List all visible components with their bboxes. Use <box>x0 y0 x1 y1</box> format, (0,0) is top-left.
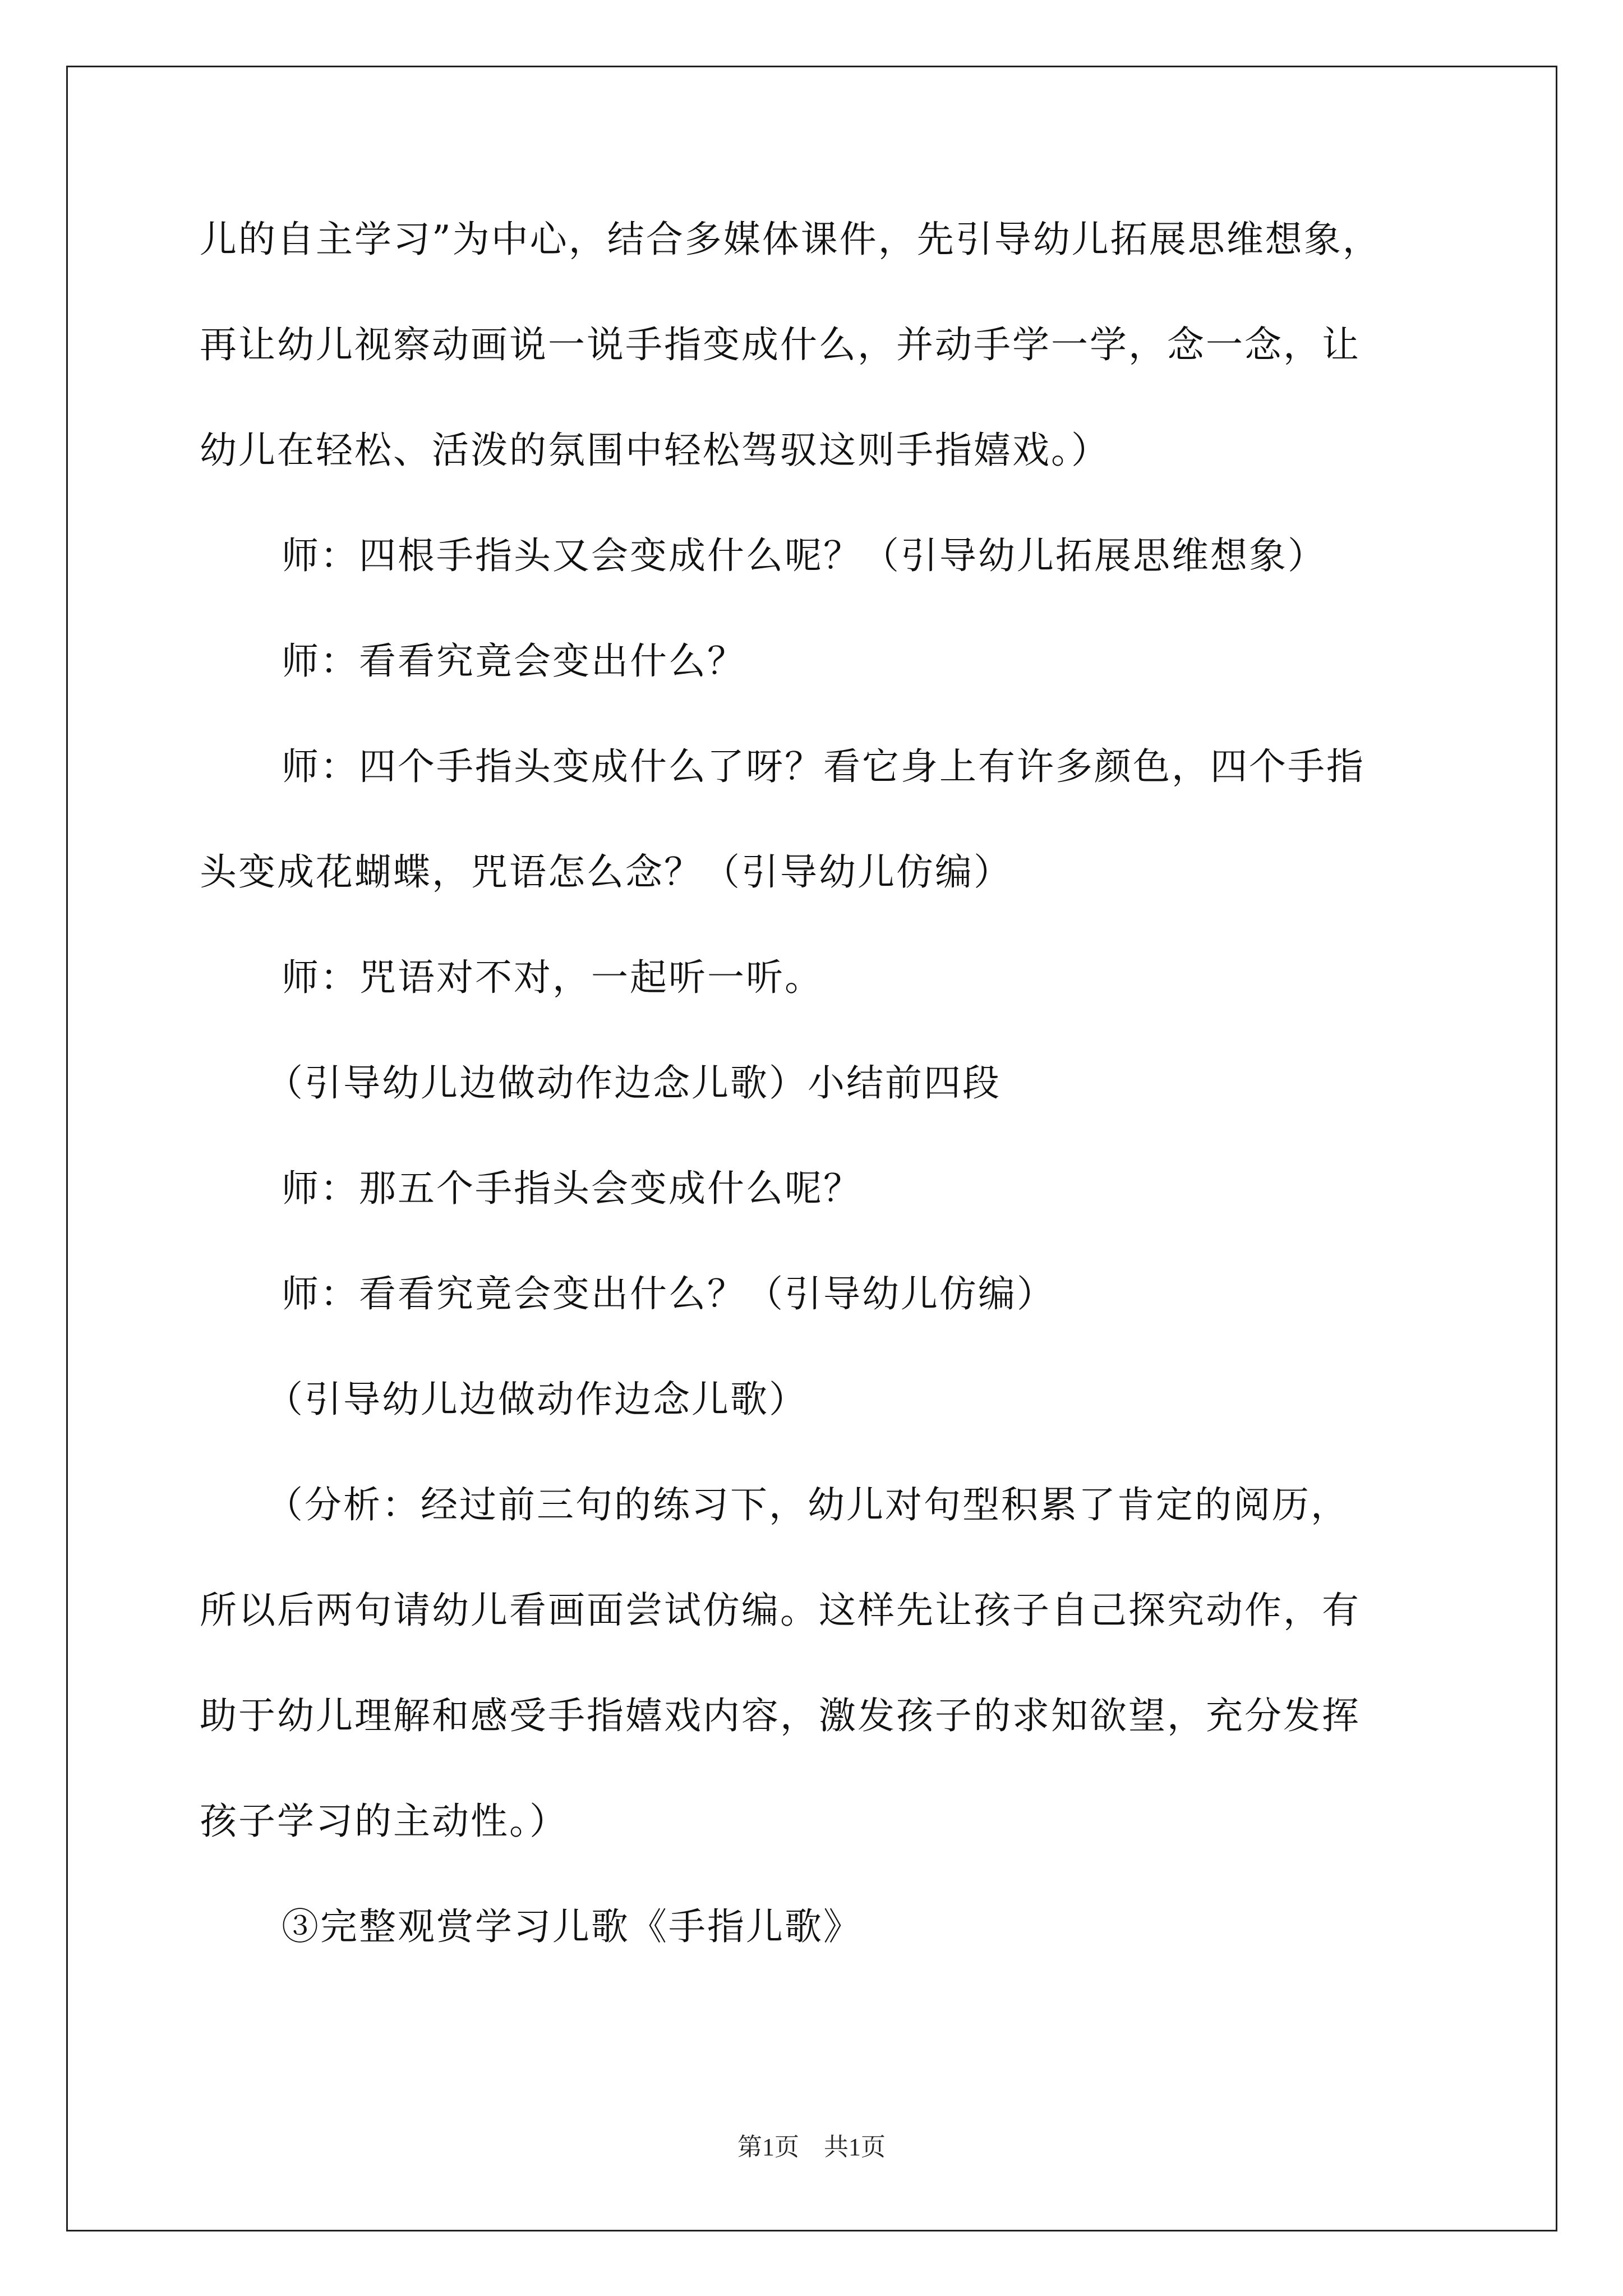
paragraph-line: （分析：经过前三句的练习下，幼儿对句型积累了肯定的阅历， <box>266 1483 1349 1526</box>
paragraph-line: （引导幼儿边做动作边念儿歌） <box>266 1378 808 1421</box>
paragraph-line: 幼儿在轻松、活泼的氛围中轻松驾驭这则手指嬉戏。） <box>200 429 1110 472</box>
page-number: 第1页 共1页 <box>737 2133 886 2161</box>
paragraph-line: 儿的自主学习”为中心，结合多媒体课件，先引导幼儿拓展思维想象， <box>200 218 1381 261</box>
paragraph-line: 师：四根手指头又会变成什么呢？（引导幼儿拓展思维想象） <box>282 534 1326 577</box>
paragraph-line: 所以后两句请幼儿看画面尝试仿编。这样先让孩子自己探究动作，有 <box>200 1589 1361 1632</box>
paragraph-line: 师：看看究竟会变出什么？（引导幼儿仿编） <box>282 1272 1055 1315</box>
paragraph-line: ③完整观赏学习儿歌《手指儿歌》 <box>282 1905 862 1948</box>
paragraph-line: （引导幼儿边做动作边念儿歌）小结前四段 <box>266 1061 1001 1105</box>
paragraph-line: 助于幼儿理解和感受手指嬉戏内容，激发孩子的求知欲望，充分发挥 <box>200 1694 1361 1737</box>
paragraph-line: 师：那五个手指头会变成什么呢？ <box>282 1167 862 1210</box>
paragraph-line: 师：咒语对不对，一起听一听。 <box>282 956 823 999</box>
paragraph-line: 孩子学习的主动性。） <box>200 1800 568 1843</box>
paragraph-line: 再让幼儿视察动画说一说手指变成什么，并动手学一学，念一念，让 <box>200 323 1361 366</box>
paragraph-line: 师：四个手指头变成什么了呀？看它身上有许多颜色，四个手指 <box>282 745 1365 788</box>
paragraph-line: 头变成花蝴蝶，咒语怎么念？（引导幼儿仿编） <box>200 850 1012 894</box>
paragraph-line: 师：看看究竟会变出什么？ <box>282 639 746 683</box>
